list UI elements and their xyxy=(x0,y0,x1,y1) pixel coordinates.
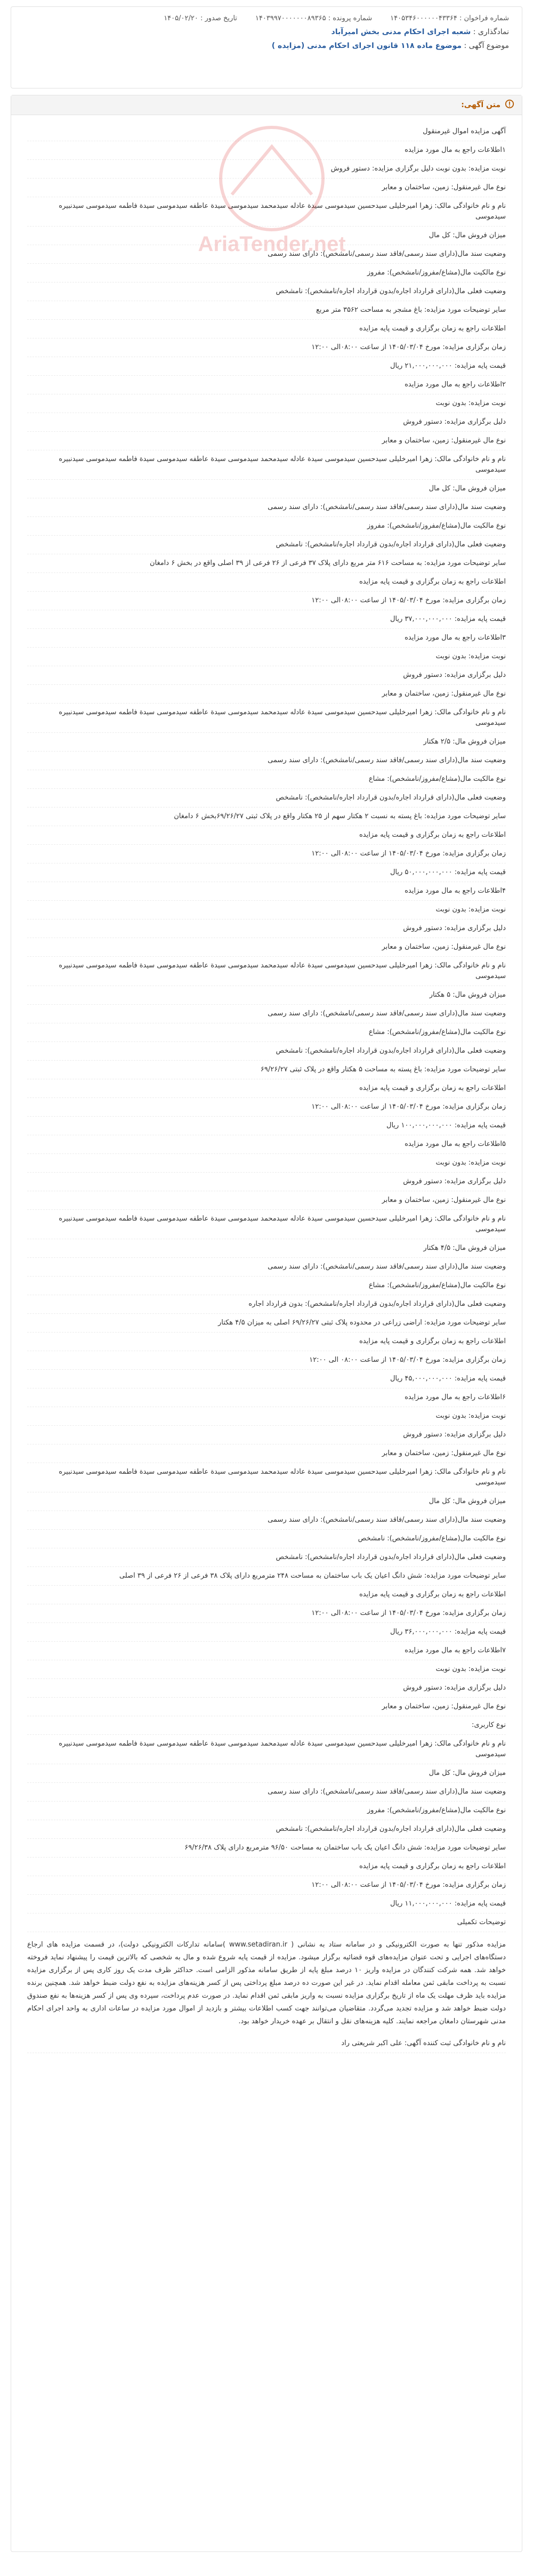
subject-label: موضوع آگهی : xyxy=(464,42,509,50)
notice-line: زمان برگزاری مزایده: مورخ ۱۴۰۵/۰۳/۰۴ از ساعت ۰۸:۰۰الی ۱۲:۰۰ xyxy=(27,1098,506,1117)
notice-line: نوبت مزایده: بدون نوبت xyxy=(27,901,506,919)
notice-line: وضعیت فعلی مال(دارای قرارداد اجاره/بدون قرارداد اجاره/نامشخص): نامشخص xyxy=(27,789,506,807)
notice-line: وضعیت فعلی مال(دارای قرارداد اجاره/بدون قرارداد اجاره/نامشخص): نامشخص xyxy=(27,282,506,301)
org-label: نمادگذاری : xyxy=(473,28,509,36)
issue-date-label: تاریخ صدور : xyxy=(200,14,237,22)
notice-line: قیمت پایه مزایده: ۳۶,۰۰۰,۰۰۰,۰۰۰ ریال xyxy=(27,1623,506,1642)
notice-line: زمان برگزاری مزایده: مورخ ۱۴۰۵/۰۳/۰۴ از ساعت ۰۸:۰۰الی ۱۲:۰۰ xyxy=(27,845,506,863)
notice-line: وضعیت فعلی مال(دارای قرارداد اجاره/بدون قرارداد اجاره/نامشخص): بدون قرارداد اجاره xyxy=(27,1295,506,1314)
notice-line: اطلاعات راجع به زمان برگزاری و قیمت پایه مزایده xyxy=(27,1333,506,1351)
case-number-value: ۱۴۰۳۹۹۷۰۰۰۰۰۰۰۸۹۳۶۵ xyxy=(255,14,326,22)
notice-line: نوع مالکیت مال(مشاع/مفروز/نامشخص): نامشخص xyxy=(27,1530,506,1548)
case-number-label: شماره پرونده : xyxy=(328,14,373,22)
notice-line: نوع مالکیت مال(مشاع/مفروز/نامشخص): مشاع xyxy=(27,770,506,789)
notice-line: دلیل برگزاری مزایده: دستور فروش xyxy=(27,413,506,432)
notice-line: سایر توضیحات مورد مزایده: شش دانگ اعیان یک باب ساختمان به مساحت ۹۶/۵۰ مترمربع دارای پلاک ۶۹/۲۶/۳۸ xyxy=(27,1839,506,1858)
notice-line: میزان فروش مال: ۴/۵ هکتار xyxy=(27,1239,506,1258)
notice-line: وضعیت سند مال(دارای سند رسمی/فاقد سند رسمی/نامشخص): دارای سند رسمی xyxy=(27,1511,506,1530)
notice-line: نام و نام خانوادگی مالک: زهرا امیرخلیلی سیدحسین سیدموسی سیدة عادله سیدمحمد سیدموسی سیدة عاطفه سیدموسی سیدة فاطمه سیدموسی سیدنبیره سیدموسی xyxy=(27,197,506,227)
call-number-label: شماره فراخوان : xyxy=(459,14,509,22)
notice-line: وضعیت فعلی مال(دارای قرارداد اجاره/بدون قرارداد اجاره/نامشخص): نامشخص xyxy=(27,1820,506,1839)
case-number xyxy=(255,14,372,22)
notice-line: سایر توضیحات مورد مزایده: شش دانگ اعیان یک باب ساختمان به مساحت ۲۴۸ مترمربع دارای پلاک ۳۸ فرعی از ۲۶ فرعی از ۳۹ اصلی xyxy=(27,1567,506,1586)
notice-line: قیمت پایه مزایده: ۵۰,۰۰۰,۰۰۰,۰۰۰ ریال xyxy=(27,863,506,882)
notice-line: ۵اطلاعات راجع به مال مورد مزایده xyxy=(27,1135,506,1154)
notice-line: وضعیت سند مال(دارای سند رسمی/فاقد سند رسمی/نامشخص): دارای سند رسمی xyxy=(27,498,506,517)
notice-header xyxy=(11,6,522,88)
registrar-signature: نام و نام خانوادگی ثبت کننده آگهی: علی اکبر شریعتی راد xyxy=(27,2034,506,2053)
call-number-value: ۱۴۰۵۳۴۶۰۰۰۰۰۰۴۳۳۶۴ xyxy=(390,14,457,22)
notice-lines xyxy=(11,115,522,2053)
notice-line: نوع مالکیت مال(مشاع/مفروز/نامشخص): مفروز xyxy=(27,517,506,536)
notice-line: وضعیت سند مال(دارای سند رسمی/فاقد سند رسمی/نامشخص): دارای سند رسمی xyxy=(27,1258,506,1277)
notice-line: نام و نام خانوادگی مالک: زهرا امیرخلیلی سیدحسین سیدموسی سیدة عادله سیدمحمد سیدموسی سیدة عاطفه سیدموسی سیدة فاطمه سیدموسی سیدنبیره سیدموسی xyxy=(27,450,506,480)
notice-line: وضعیت سند مال(دارای سند رسمی/فاقد سند رسمی/نامشخص): دارای سند رسمی xyxy=(27,1005,506,1023)
notice-line: وضعیت فعلی مال(دارای قرارداد اجاره/بدون قرارداد اجاره/نامشخص): نامشخص xyxy=(27,536,506,554)
notice-line: سایر توضیحات مورد مزایده: به مساحت ۶۱۶ متر مربع دارای پلاک ۳۷ فرعی از ۲۶ فرعی از ۳۹ اصلی واقع در بخش ۶ دامغان xyxy=(27,554,506,573)
notice-line: میزان فروش مال: کل مال xyxy=(27,480,506,498)
notice-text-panel xyxy=(11,95,522,2552)
notice-line: نوع مالکیت مال(مشاع/مفروز/نامشخص): مشاع xyxy=(27,1023,506,1042)
notice-line: قیمت پایه مزایده: ۱۱,۰۰۰,۰۰۰,۰۰۰ ریال xyxy=(27,1895,506,1913)
notice-line: دلیل برگزاری مزایده: دستور فروش xyxy=(27,1426,506,1444)
subject-line xyxy=(11,36,522,50)
notice-line: دلیل برگزاری مزایده: دستور فروش xyxy=(27,666,506,685)
notice-line: سایر توضیحات مورد مزایده: اراضی زراعی در محدوده پلاک ثبتی ۶۹/۲۶/۲۷ اصلی به میزان ۴/۵ هکتار xyxy=(27,1314,506,1333)
notice-line: آگهی مزایده اموال غیرمنقول xyxy=(27,123,506,141)
notice-paragraph: مزایده مذکور تنها به صورت الکترونیکی و در سامانه ستاد به نشانی ( www.setadiran.ir )سامانه تدارکات الکترونیکی دولت)، در قسمت مزایده های ارجاع دستگاه‌های اجرایی و تحت عنوان مزایده‌های قوه قضائیه برگزار میشود. مزایده از قیمت پایه شروع شده و مال به شخصی که بالاترین قیمت را پیشنهاد نماید فروخته خواهد شد. همه شرکت کنندگان در مزایده واریز ۱۰ درصد مبلغ پایه از طریق سامانه مذکور الزامی است. حداکثر ظرف مدت یک روز کاری پس از برگزاری مزایده نسبت به پرداخت مابقی ثمن معامله اقدام نماید. در غیر این صورت ده درصد مبلغ پرداختی پس از کسر هزینه‌های مزایده به نفع دولت ضبط خواهد شد. همچنین برنده مزایده باید ظرف مهلت یک ماه از تاریخ برگزاری مزایده نسبت به واریز مابقی ثمن اقدام نماید. در صورت عدم پرداخت، سپرده وی پس از کسر هزینه‌ها به نفع صندوق دولت ضبط خواهد شد و مزایده تجدید می‌گردد. متقاضیان می‌توانند جهت کسب اطلاعات بیشتر و بازدید از اموال مورد مزایده در ساعات اداری به واحد اجرای احکام مدنی شهرستان دامغان مراجعه نمایند. کلیه هزینه‌های نقل و انتقال بر عهده خریدار خواهد بود. xyxy=(27,1941,506,2025)
notice-line: زمان برگزاری مزایده: مورخ ۱۴۰۵/۰۳/۰۴ از ساعت ۰۸:۰۰الی ۱۲:۰۰ xyxy=(27,338,506,357)
subject-text: موضوع ماده ۱۱۸ قانون اجرای احکام مدنی (مزایده ) xyxy=(271,42,462,50)
notice-line: وضعیت فعلی مال(دارای قرارداد اجاره/بدون قرارداد اجاره/نامشخص): نامشخص xyxy=(27,1042,506,1061)
notice-line: نوع کاربری: xyxy=(27,1716,506,1735)
attention-circle-icon xyxy=(505,99,514,111)
org-line xyxy=(11,22,522,36)
watermark-text: AriaTender.net xyxy=(198,232,346,256)
notice-line: اطلاعات راجع به زمان برگزاری و قیمت پایه مزایده xyxy=(27,1858,506,1876)
notice-line: قیمت پایه مزایده: ۱۰۰,۰۰۰,۰۰۰,۰۰۰ ریال xyxy=(27,1117,506,1135)
notice-line: میزان فروش مال: ۵ هکتار xyxy=(27,986,506,1005)
notice-line: میزان فروش مال: ۲/۵ هکتار xyxy=(27,733,506,752)
notice-line: وضعیت سند مال(دارای سند رسمی/فاقد سند رسمی/نامشخص): دارای سند رسمی xyxy=(27,245,506,264)
notice-meta-row xyxy=(11,7,522,22)
notice-line: نوع مالکیت مال(مشاع/مفروز/نامشخص): مفروز xyxy=(27,1802,506,1820)
notice-line: نوبت مزایده: بدون نوبت xyxy=(27,394,506,413)
notice-line: سایر توضیحات مورد مزایده: باغ مشجر به مساحت ۳۵۶۲ متر مربع xyxy=(27,301,506,320)
notice-line: نوبت مزایده: بدون نوبت xyxy=(27,1407,506,1426)
notice-line: نوع مال غیرمنقول: زمین، ساختمان و معابر xyxy=(27,1191,506,1210)
notice-line: نوع مال غیرمنقول: زمین، ساختمان و معابر xyxy=(27,179,506,197)
issue-date-value: ۱۴۰۵/۰۲/۲۰ xyxy=(164,14,198,22)
notice-line: نام و نام خانوادگی مالک: زهرا امیرخلیلی سیدحسین سیدموسی سیدة عادله سیدمحمد سیدموسی سیدة عاطفه سیدموسی سیدة فاطمه سیدموسی سیدنبیره سیدموسی xyxy=(27,1210,506,1239)
panel-title-text: متن آگهی: xyxy=(461,101,500,109)
notice-line: میزان فروش مال: کل مال xyxy=(27,1492,506,1511)
issue-date xyxy=(164,14,237,22)
notice-line: نوبت مزایده: بدون نوبت xyxy=(27,648,506,666)
notice-line: زمان برگزاری مزایده: مورخ ۱۴۰۵/۰۳/۰۴ از ساعت ۰۸:۰۰الی ۱۲:۰۰ xyxy=(27,1604,506,1623)
notice-line: نام و نام خانوادگی مالک: زهرا امیرخلیلی سیدحسین سیدموسی سیدة عادله سیدمحمد سیدموسی سیدة عاطفه سیدموسی سیدة فاطمه سیدموسی سیدنبیره سیدموسی xyxy=(27,957,506,986)
notice-line: قیمت پایه مزایده: ۳۷,۰۰۰,۰۰۰,۰۰۰ ریال xyxy=(27,610,506,629)
notice-line: سایر توضیحات مورد مزایده: باغ پسته به نسبت ۲ هکتار سهم از ۲۵ هکتار واقع در پلاک ثبتی ۶۹/۲۶/۲۷بخش ۶ دامغان xyxy=(27,807,506,826)
notice-line: نوع مالکیت مال(مشاع/مفروز/نامشخص): مشاع xyxy=(27,1277,506,1295)
call-number xyxy=(390,14,509,22)
notice-line: اطلاعات راجع به زمان برگزاری و قیمت پایه مزایده xyxy=(27,1586,506,1604)
notice-line: اطلاعات راجع به زمان برگزاری و قیمت پایه مزایده xyxy=(27,320,506,338)
notice-line: اطلاعات راجع به زمان برگزاری و قیمت پایه مزایده xyxy=(27,573,506,592)
notice-line: نوبت مزایده: بدون نوبت دلیل برگزاری مزایده: دستور فروش xyxy=(27,160,506,179)
notice-line: سایر توضیحات مورد مزایده: باغ پسته به مساحت ۵ هکتار واقع در پلاک ثبتی ۶۹/۲۶/۲۷ xyxy=(27,1061,506,1079)
notice-line: میزان فروش مال: کل مال xyxy=(27,1764,506,1783)
notice-line: نوع مال غیرمنقول: زمین، ساختمان و معابر xyxy=(27,685,506,704)
notice-line: نوبت مزایده: بدون نوبت xyxy=(27,1660,506,1679)
notice-line: اطلاعات راجع به زمان برگزاری و قیمت پایه مزایده xyxy=(27,1079,506,1098)
notice-line: قیمت پایه مزایده: ۲۱,۰۰۰,۰۰۰,۰۰۰ ریال xyxy=(27,357,506,376)
notice-line: ۴اطلاعات راجع به مال مورد مزایده xyxy=(27,882,506,901)
notice-line: نوع مالکیت مال(مشاع/مفروز/نامشخص): مفروز xyxy=(27,264,506,282)
notice-line: زمان برگزاری مزایده: مورخ ۱۴۰۵/۰۳/۰۴ از ساعت ۰۸:۰۰الی ۱۲:۰۰ xyxy=(27,1876,506,1895)
notice-line: دلیل برگزاری مزایده: دستور فروش xyxy=(27,1173,506,1191)
notice-line: نام و نام خانوادگی مالک: زهرا امیرخلیلی سیدحسین سیدموسی سیدة عادله سیدمحمد سیدموسی سیدة عاطفه سیدموسی سیدة فاطمه سیدموسی سیدنبیره سیدموسی xyxy=(27,1735,506,1764)
notice-line: زمان برگزاری مزایده: مورخ ۱۴۰۵/۰۳/۰۴ از ساعت ۰۸:۰۰الی ۱۲:۰۰ xyxy=(27,592,506,610)
notice-line: وضعیت سند مال(دارای سند رسمی/فاقد سند رسمی/نامشخص): دارای سند رسمی xyxy=(27,1783,506,1802)
notice-line: توضیحات تکمیلی xyxy=(27,1913,506,1932)
panel-title xyxy=(11,95,522,115)
org-name: شعبه اجرای احکام مدنی بخش امیرآباد xyxy=(331,28,471,36)
notice-line: ۳اطلاعات راجع به مال مورد مزایده xyxy=(27,629,506,648)
notice-line: نوع مال غیرمنقول: زمین، ساختمان و معابر xyxy=(27,1698,506,1716)
notice-line: ۶اطلاعات راجع به مال مورد مزایده xyxy=(27,1388,506,1407)
notice-line: وضعیت فعلی مال(دارای قرارداد اجاره/بدون قرارداد اجاره/نامشخص): نامشخص xyxy=(27,1548,506,1567)
notice-line: نوع مال غیرمنقول: زمین، ساختمان و معابر xyxy=(27,938,506,957)
notice-line: اطلاعات راجع به زمان برگزاری و قیمت پایه مزایده xyxy=(27,826,506,845)
notice-line: دلیل برگزاری مزایده: دستور فروش xyxy=(27,919,506,938)
notice-line: نوع مال غیرمنقول: زمین، ساختمان و معابر xyxy=(27,432,506,450)
notice-line: وضعیت سند مال(دارای سند رسمی/فاقد سند رسمی/نامشخص): دارای سند رسمی xyxy=(27,752,506,770)
notice-line: ۲اطلاعات راجع به مال مورد مزایده xyxy=(27,376,506,394)
notice-line: قیمت پایه مزایده: ۴۵,۰۰۰,۰۰۰,۰۰۰ ریال xyxy=(27,1370,506,1388)
notice-line: نام و نام خانوادگی مالک: زهرا امیرخلیلی سیدحسین سیدموسی سیدة عادله سیدمحمد سیدموسی سیدة عاطفه سیدموسی سیدة فاطمه سیدموسی سیدنبیره سیدموسی xyxy=(27,1463,506,1492)
notice-line: میزان فروش مال: کل مال xyxy=(27,227,506,245)
notice-line: نام و نام خانوادگی مالک: زهرا امیرخلیلی سیدحسین سیدموسی سیدة عادله سیدمحمد سیدموسی سیدة عاطفه سیدموسی سیدة فاطمه سیدموسی سیدنبیره سیدموسی xyxy=(27,704,506,733)
notice-line: ۱اطلاعات راجع به مال مورد مزایده xyxy=(27,141,506,160)
notice-line: ۷اطلاعات راجع به مال مورد مزایده xyxy=(27,1642,506,1660)
notice-line: نوع مال غیرمنقول: زمین، ساختمان و معابر xyxy=(27,1444,506,1463)
notice-line: دلیل برگزاری مزایده: دستور فروش xyxy=(27,1679,506,1698)
notice-line: نوبت مزایده: بدون نوبت xyxy=(27,1154,506,1173)
notice-line: زمان برگزاری مزایده: مورخ ۱۴۰۵/۰۳/۰۴ از ساعت ۰۸:۰۰ الی ۱۲:۰۰ xyxy=(27,1351,506,1370)
